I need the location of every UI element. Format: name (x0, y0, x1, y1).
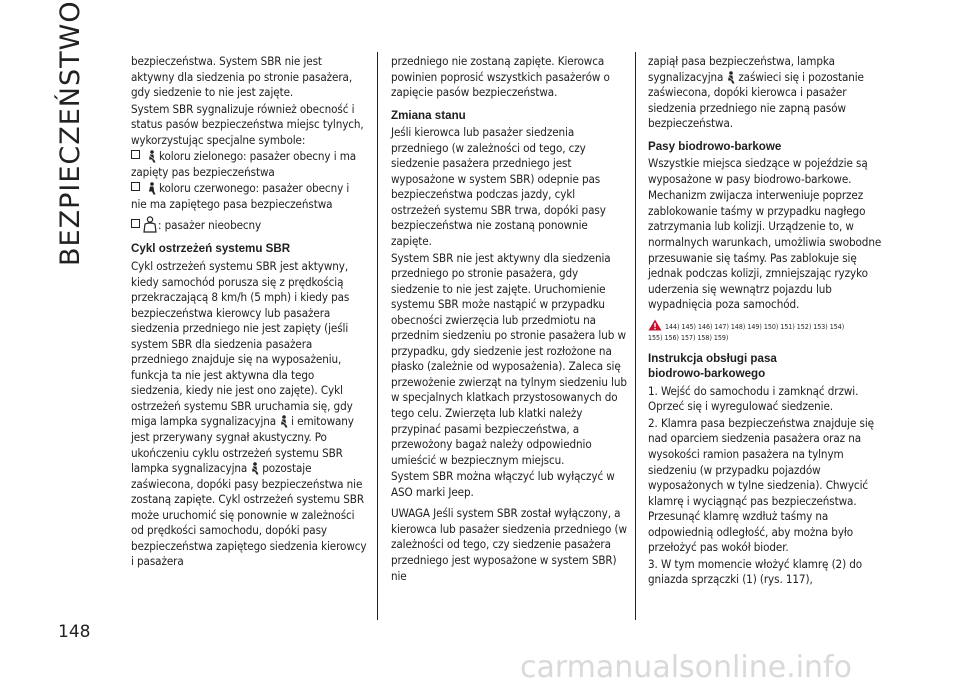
paragraph: bezpieczeństwa. System SBR nie jest aktywny dla siedzenia po stronie pasażera, gdy siedzenie to nie jest zajęte. (131, 54, 353, 100)
paragraph: Jeśli kierowca lub pasażer siedzenia przedniego (w zależności od tego, czy siedzenie pasażera przedniego jest wyposażone w system SBR) odepnie pas bezpieczeństwa podczas jazdy, cykl ostrzeżeń systemu SBR trwa, dopóki pasy bezpieczeństwa nie zostaną ponownie zapięte. (391, 125, 606, 249)
text-column-1 (131, 54, 367, 571)
empty-seat-icon (142, 216, 158, 234)
paragraph: System SBR nie jest aktywny dla siedzenia przedniego po stronie pasażera, gdy siedzenie to nie jest zajęte. Uruchomienie systemu SBR może nastąpić w przypadku obecności zwierzęcia lub przedmiotu na przednim siedzeniu po stronie pasażera lub w przypadku, gdy siedzenie jest rozłożone na płasko (zależnie od wyposażenia). Zaleca się przewożenie zwierząt na tylnym siedzeniu lub w specjalnych klatkach przystosowanych do tego celu. Zwierzęta lub klatki należy przypinać pasami bezpieczeństwa, a przewożony bagaż należy odpowiednio umieścić w bezpiecznym miejscu. (391, 250, 627, 467)
page-number: 148 (58, 622, 91, 642)
symbol-item-green: koloru zielonego: pasażer obecny i ma zapięty pas bezpieczeństwa (131, 149, 357, 179)
seatbelt-passenger-icon (147, 182, 156, 195)
chapter-side-title (55, 0, 86, 266)
seatbelt-warning-icon (279, 415, 288, 428)
warning-references: 144) 145) 146) 147) 148) 149) 150) 151) 152) 153) 154) 155) 156) 157) 158) 159) (648, 319, 884, 344)
bullet-square-icon (131, 219, 140, 228)
chapter-title-text: BEZPIECZEŃSTWO (55, 0, 86, 266)
warning-triangle-icon (648, 319, 662, 331)
column-divider-1 (377, 52, 378, 620)
paragraph: Mechanizm zwijacza interweniuje poprzez zablokowanie taśmy w przypadku nagłego zatrzymania lub kolizji. Urządzenie to, w normalnych warunkach, umożliwia swobodne przesuwanie się taśmy. Pas zablokuje się jednak podczas kolizji, zmniejszając ryzyko uderzenia się wewnątrz pojazdu lub wypadnięcia poza samochód. (648, 188, 882, 312)
list-step: 1. Wejść do samochodu i zamknąć drzwi. Oprzeć się i wyregulować siedzenie. (648, 383, 859, 414)
section-heading: Pasy biodrowo-barkowe (648, 139, 782, 153)
list-step: 3. W tym momencie włożyć klamrę (2) do gniazda sprzączki (1) (rys. 117), (648, 556, 863, 587)
watermark: carmanualsonline.info (520, 650, 852, 685)
symbol-item-red: koloru czerwonego: pasażer obecny i nie ma zapiętego pasa bezpieczeństwa (131, 181, 350, 211)
column-divider-2 (635, 52, 636, 620)
text-column-3 (648, 54, 884, 589)
bullet-square-icon (131, 182, 140, 191)
section-heading: Zmiana stanu (391, 108, 466, 122)
section-heading: Cykl ostrzeżeń systemu SBR (131, 242, 291, 256)
paragraph: przedniego nie zostaną zapięte. Kierowca powinien poprosić wszystkich pasażerów o zapięcie pasów bezpieczeństwa. (391, 54, 610, 100)
symbol-item-absent: : pasażer nieobecny (131, 216, 367, 234)
seatbelt-passenger-icon (147, 150, 156, 163)
paragraph: zapiął pasa bezpieczeństwa, lampka sygnalizacyjna zaświeci się i pozostanie zaświecona, dopóki kierowca i pasażer siedzenia przedniego nie zapną pasów bezpieczeństwa. (648, 54, 864, 131)
text-column-2 (391, 54, 627, 585)
seatbelt-warning-icon (250, 462, 259, 475)
seatbelt-warning-icon (726, 71, 735, 84)
paragraph: System SBR sygnalizuje również obecność i status pasów bezpieczeństwa miejsc tylnych, wykorzystując specjalne symbole: (131, 101, 364, 147)
section-heading: Instrukcja obsługi pasa biodrowo-barkowego (648, 351, 777, 381)
paragraph: System SBR można włączyć lub wyłączyć w ASO marki Jeep. (391, 469, 615, 499)
bullet-square-icon (131, 150, 140, 159)
paragraph: Cykl ostrzeżeń systemu SBR jest aktywny, kiedy samochód porusza się z prędkością przekraczającą 8 km/h (5 mph) i kiedy pas bezpieczeństwa kierowcy lub pasażera siedzenia przedniego nie jest zapięty (jeśli system SBR dla siedzenia pasażera przedniego znajduje się na wyposażeniu, funkcja ta nie jest aktywna dla tego siedzenia, kiedy nie jest ono zajęte). Cykl ostrzeżeń systemu SBR uruchamia się, gdy miga lampka sygnalizacyjna i emitowany jest przerywany sygnał akustyczny. Po ukończeniu cyklu ostrzeżeń systemu SBR lampka sygnalizacyjna pozostaje zaświecona, dopóki pasy bezpieczeństwa nie zostaną zapięte. Cykl ostrzeżeń systemu SBR może uruchomić się ponownie w zależności od prędkości samochodu, dopóki pasy bezpieczeństwa zapiętego siedzenia kierowcy i pasażera (131, 259, 367, 569)
paragraph: Wszystkie miejsca siedzące w pojeździe są wyposażone w pasy biodrowo-barkowe. (648, 156, 868, 186)
note-paragraph: UWAGA Jeśli system SBR został wyłączony, a kierowca lub pasażer siedzenia przedniego (w zależności od tego, czy siedzenie pasażera przedniego jest wyposażone w system SBR) nie (391, 506, 627, 583)
list-step: 2. Klamra pasa bezpieczeństwa znajduje się nad oparciem siedzenia pasażera oraz na wysokości ramion pasażera na tylnym siedzeniu (w przypadku pojazdów wyposażonych w tylne siedzenia). Chwycić klamrę i wyciągnąć pas bezpieczeństwa. Przesunąć klamrę wzdłuż taśmy na odpowiednią odległość, aby można było przełożyć pas wokół bioder. (648, 415, 874, 555)
